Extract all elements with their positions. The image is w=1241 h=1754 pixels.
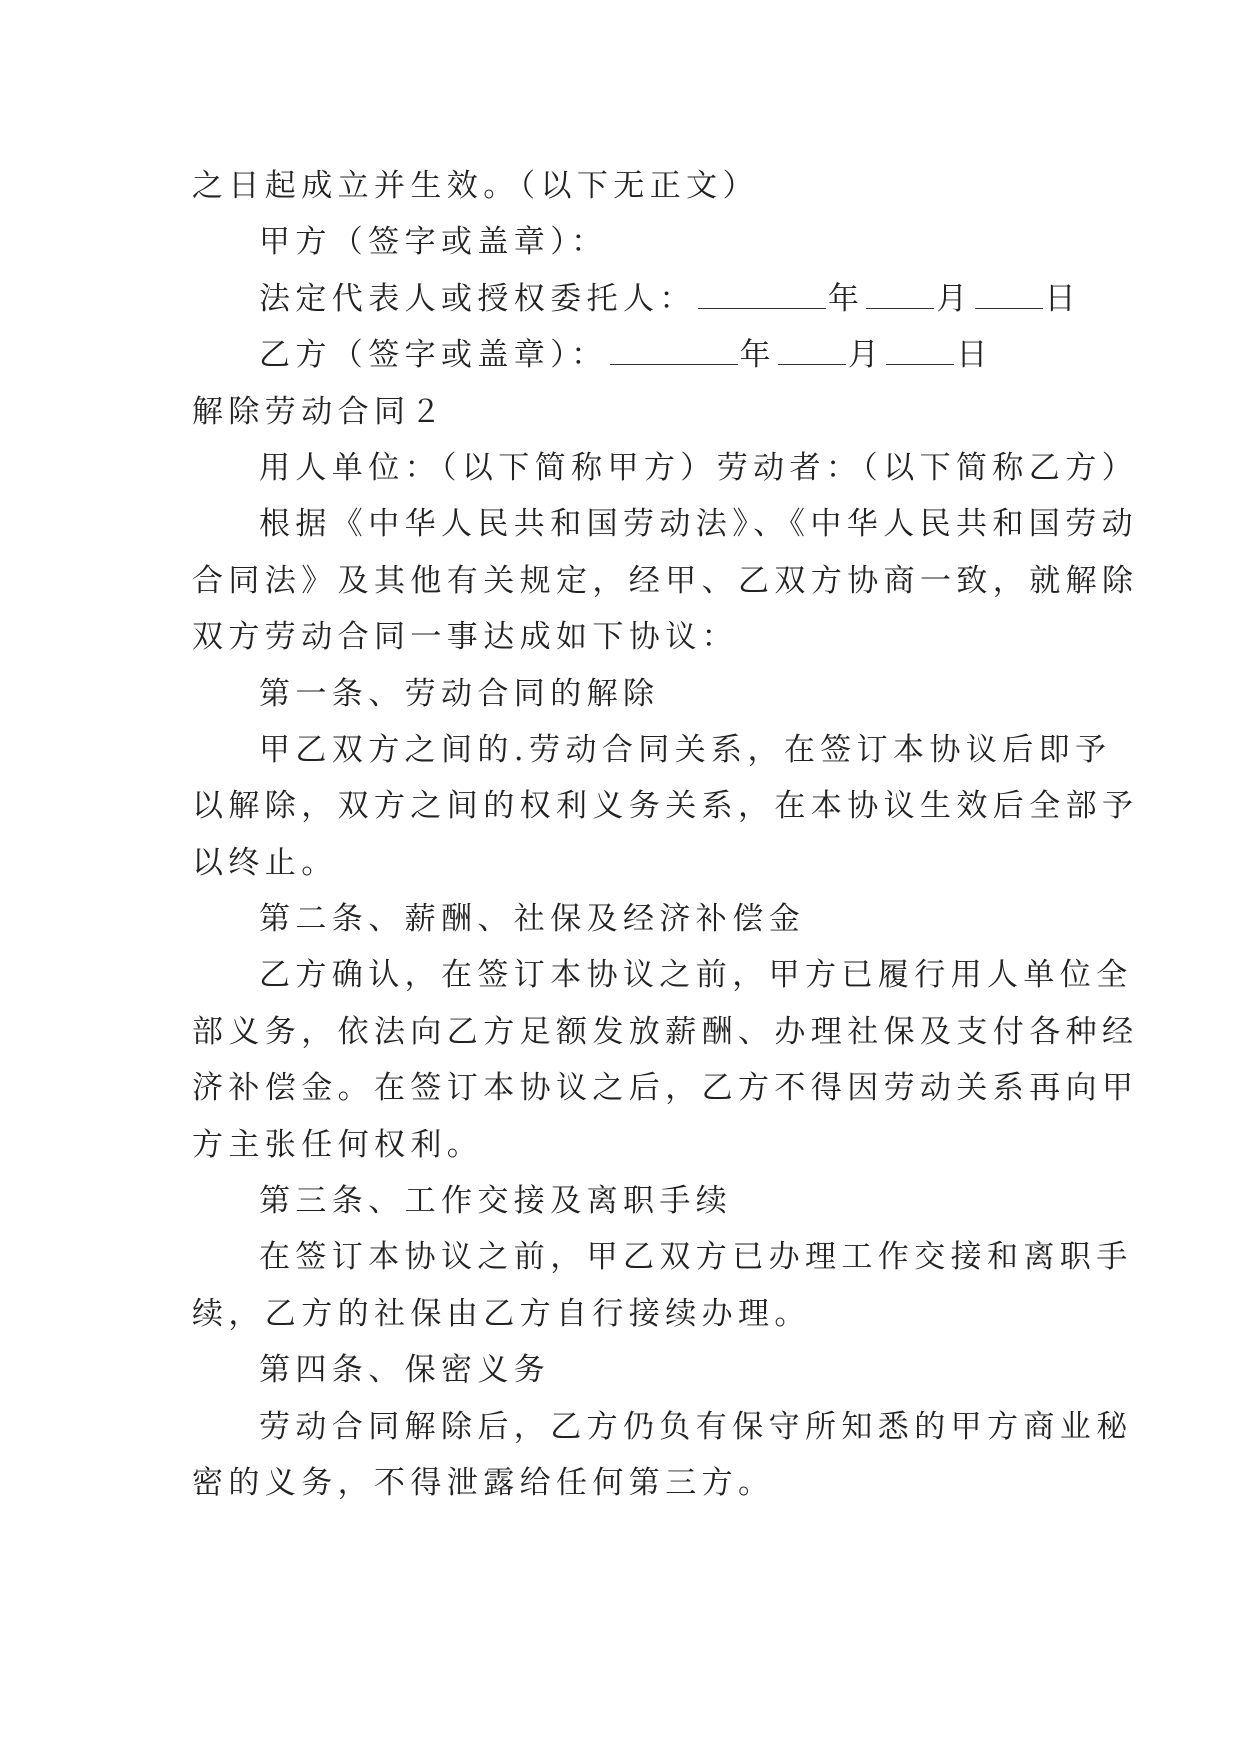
paragraph-line: 在签订本协议之前，甲乙双方已办理工作交接和离职手 [259, 1239, 1133, 1276]
article-heading: 第三条、工作交接及离职手续 [259, 1183, 733, 1220]
paragraph-line: 合同法》及其他有关规定，经甲、乙双方协商一致，就解除 [192, 562, 1139, 599]
blank-field [698, 272, 826, 309]
month-label: 月 [847, 337, 885, 374]
paragraph-line: 双方劳动合同一事达成如下协议： [192, 619, 738, 656]
paragraph-line: 济补偿金。在签订本协议之后，乙方不得因劳动关系再向甲 [192, 1070, 1139, 1107]
document-body [192, 158, 1139, 1511]
day-label: 日 [956, 337, 993, 374]
paragraph-line: 劳动合同解除后，乙方仍负有保守所知悉的甲方商业秘 [259, 1408, 1133, 1445]
blank-field [975, 272, 1043, 309]
party-b-signature-line [192, 327, 1052, 383]
blank-field [866, 272, 934, 309]
party-a-signature-line: 甲方（签字或盖章）： [259, 224, 608, 261]
text-line: 之日起成立并生效。（以下无正文） [192, 168, 759, 204]
blank-field [778, 328, 846, 365]
day-label: 日 [1044, 280, 1082, 317]
month-label: 月 [936, 280, 973, 317]
article-heading: 第四条、保密义务 [259, 1352, 551, 1389]
section-title: 解除劳动合同２ [192, 393, 447, 430]
year-label: 年 [739, 337, 776, 374]
year-label: 年 [827, 280, 865, 317]
blank-field [886, 328, 954, 365]
article-heading: 第一条、劳动合同的解除 [259, 675, 660, 712]
paragraph-line: 密的义务，不得泄露给任何第三方。 [192, 1464, 775, 1501]
legal-rep-date-line [192, 271, 1082, 327]
paragraph-line: 续，乙方的社保由乙方自行接续办理。 [192, 1295, 811, 1332]
legal-rep-label: 法定代表人或授权委托人： [259, 280, 696, 317]
paragraph-line: 根据《中华人民共和国劳动法》、《中华人民共和国劳动 [259, 506, 1138, 543]
paragraph-line: 乙方确认，在签订本协议之前，甲方已履行用人单位全 [259, 957, 1133, 994]
party-b-label: 乙方（签字或盖章）： [259, 337, 608, 374]
paragraph-line: 部义务，依法向乙方足额发放薪酬、办理社保及支付各种经 [192, 1013, 1139, 1050]
paragraph-line: 甲乙双方之间的.劳动合同关系，在签订本协议后即予 [259, 731, 1112, 768]
paragraph-line: 以解除，双方之间的权利义务关系，在本协议生效后全部予 [192, 788, 1139, 825]
parties-line: 用人单位：（以下简称甲方）劳动者：（以下简称乙方） [259, 449, 1138, 486]
article-heading: 第二条、薪酬、社保及经济补偿金 [259, 901, 805, 938]
blank-field [610, 328, 738, 365]
paragraph-line: 以终止。 [192, 844, 338, 881]
paragraph-line: 方主张任何权利。 [192, 1126, 484, 1163]
